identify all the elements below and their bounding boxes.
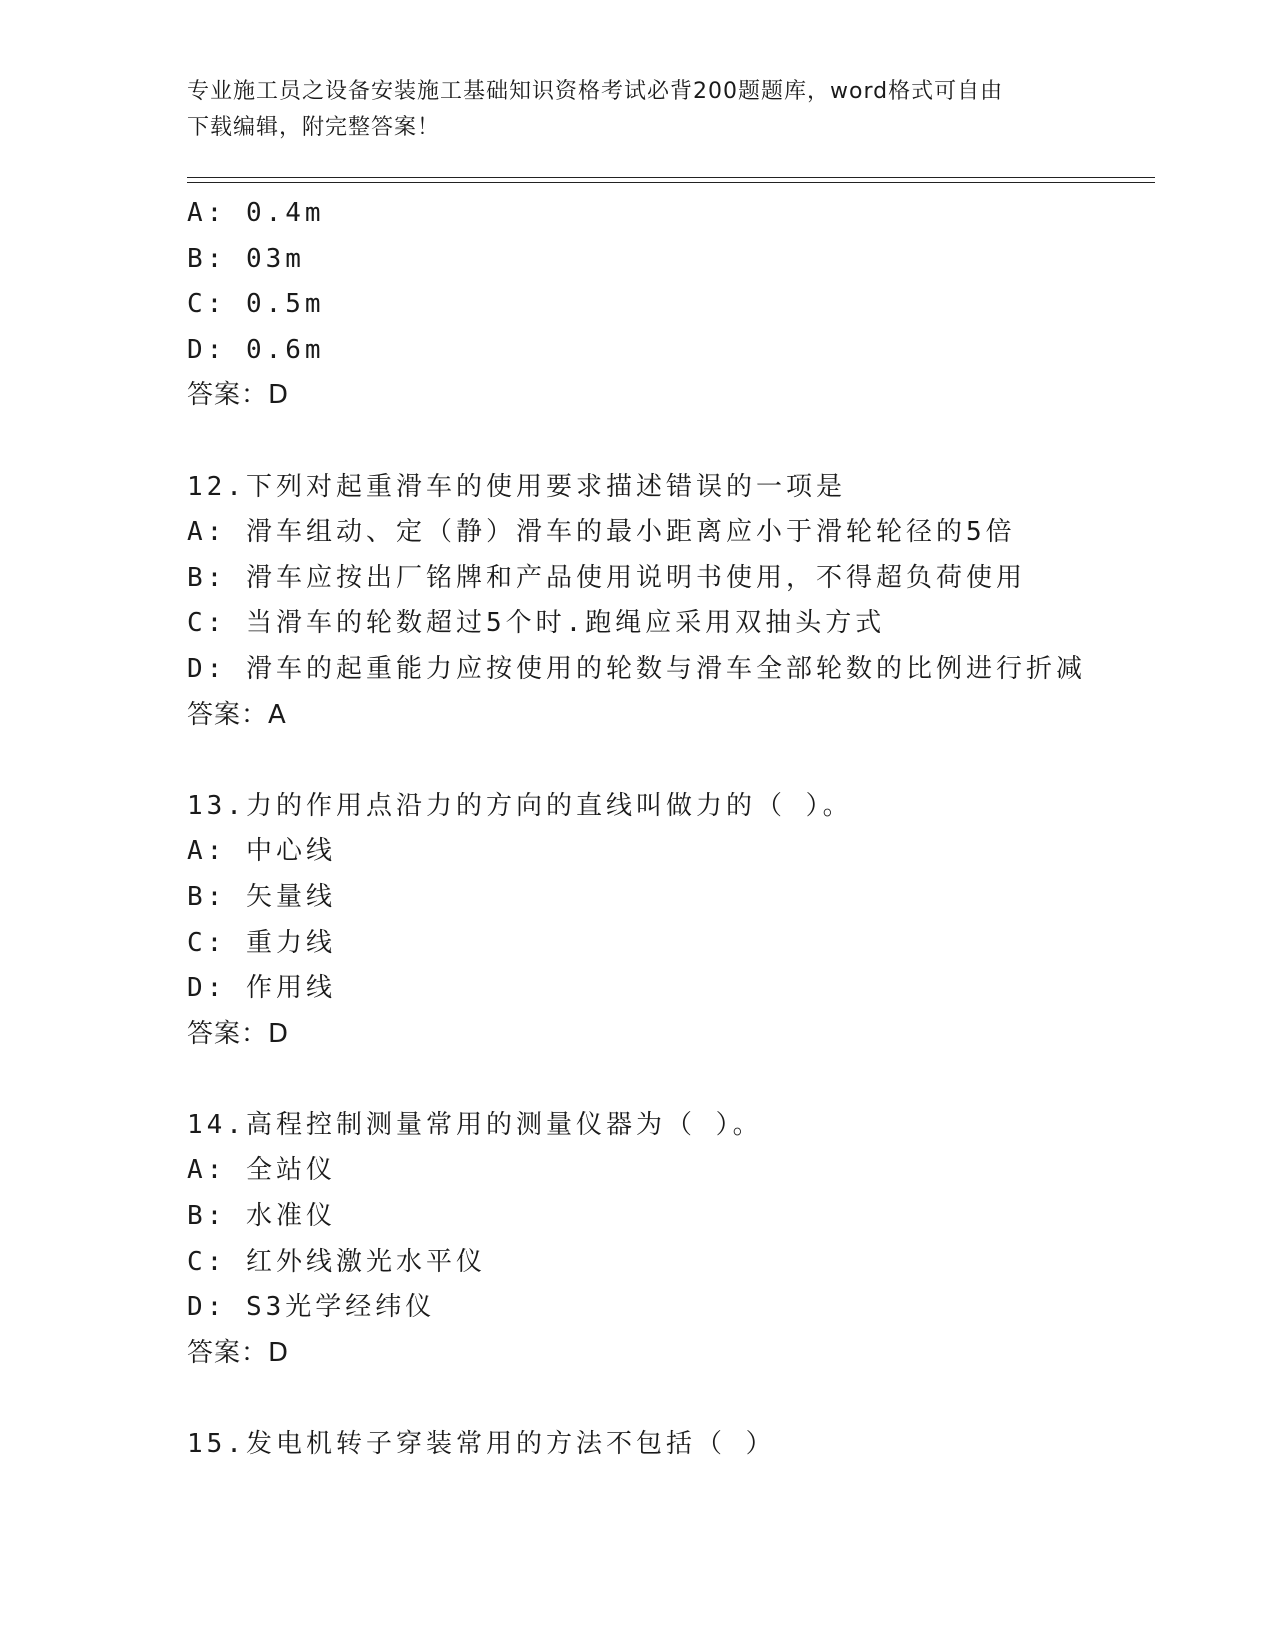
option-a: A: 中心线 [187,836,336,867]
answer: 答案：D [187,1018,290,1049]
header-line-2: 下载编辑，附完整答案！ [187,115,441,140]
option-b: B: 03m [187,243,305,274]
document-header [187,74,1067,146]
option-a: A: 0.4m [187,198,325,228]
question-12 [187,465,1155,739]
question-text: 14.高程控制测量常用的测量仪器为（ ）。 [187,1109,763,1140]
question-text: 15.发电机转子穿装常用的方法不包括（ ） [187,1429,776,1460]
option-d: D: 作用线 [187,973,336,1004]
question-15 [187,1422,1155,1468]
spacer [187,419,1155,465]
answer: 答案：D [187,1337,290,1368]
spacer [187,1057,1155,1103]
option-a: A: 滑车组动、定（静）滑车的最小距离应小于滑轮轮径的5倍 [187,517,1016,548]
option-d: D: 0.6m [187,334,325,365]
question-list [187,191,1155,1468]
question-text: 13.力的作用点沿力的方向的直线叫做力的（ ）。 [187,790,853,821]
option-c: C: 0.5m [187,289,325,320]
option-c: C: 当滑车的轮数超过5个时.跑绳应采用双抽头方式 [187,608,886,639]
answer: 答案：D [187,380,290,411]
option-b: B: 矢量线 [187,881,336,912]
spacer [187,1376,1155,1422]
question-11 [187,191,1155,419]
option-b: B: 滑车应按出厂铭牌和产品使用说明书使用，不得超负荷使用 [187,562,1026,593]
option-c: C: 红外线激光水平仪 [187,1246,486,1277]
option-a: A: 全站仪 [187,1155,336,1186]
header-rule-bottom [187,182,1155,183]
question-13 [187,784,1155,1058]
header-line-1: 专业施工员之设备安装施工基础知识资格考试必背200题题库，word格式可自由 [187,79,1004,104]
option-c: C: 重力线 [187,927,336,958]
option-d: D: 滑车的起重能力应按使用的轮数与滑车全部轮数的比例进行折减 [187,653,1086,684]
option-d: D: S3光学经纬仪 [187,1292,436,1323]
header-rule-top [187,177,1155,178]
answer: 答案：A [187,699,287,730]
question-text: 12.下列对起重滑车的使用要求描述错误的一项是 [187,471,846,502]
option-b: B: 水准仪 [187,1201,336,1232]
spacer [187,738,1155,784]
question-14 [187,1103,1155,1377]
